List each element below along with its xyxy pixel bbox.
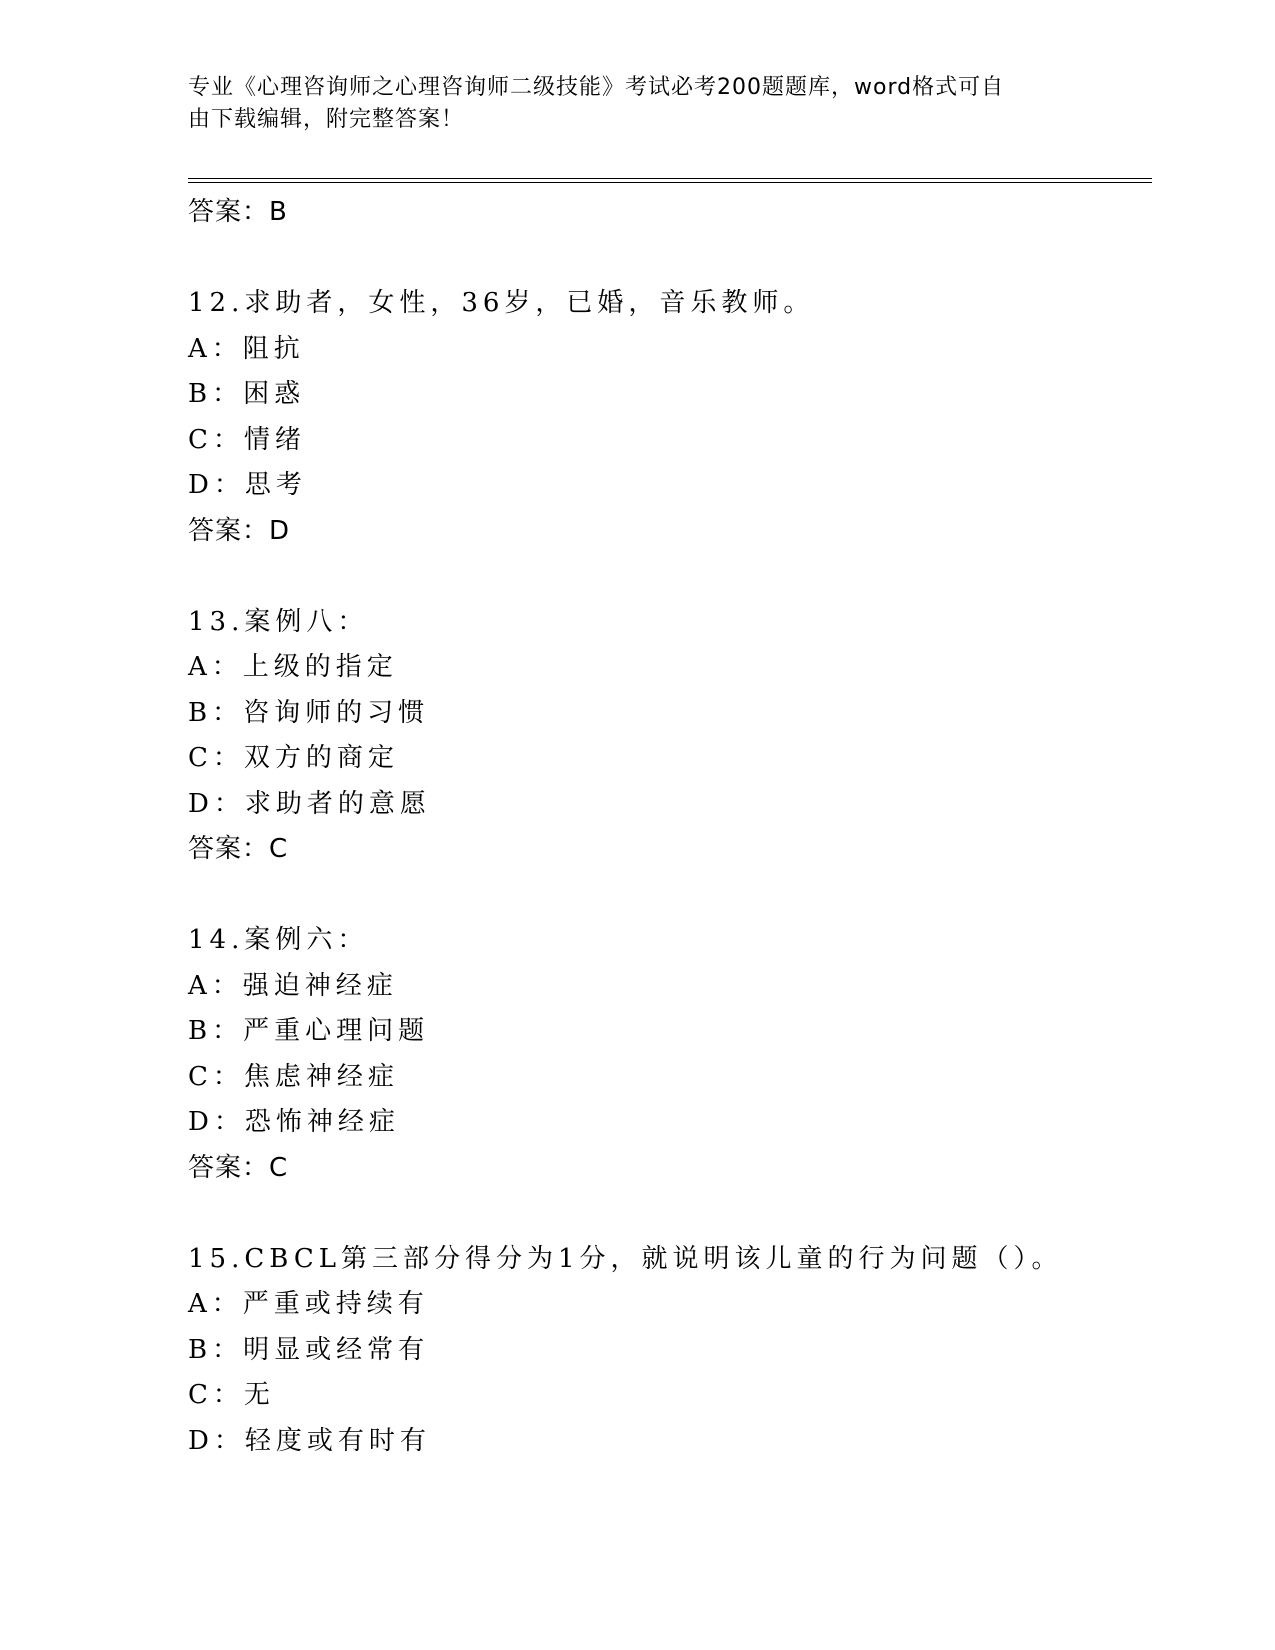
option-b: B：严重心理问题 <box>188 1016 430 1046</box>
question-block <box>188 600 1152 873</box>
header-line-1: 专业《心理咨询师之心理咨询师二级技能》考试必考200题题库，word格式可自 <box>188 75 1005 100</box>
spacer <box>188 873 1152 919</box>
answer-line: 答案：C <box>188 1152 289 1183</box>
option-b: B：明显或经常有 <box>188 1334 430 1365</box>
option-a: A：阻抗 <box>188 333 305 364</box>
question-block <box>188 1237 1152 1465</box>
question-block <box>188 918 1152 1191</box>
option-a: A：上级的指定 <box>188 652 398 682</box>
spacer <box>188 236 1152 282</box>
option-d: D：恐怖神经症 <box>188 1107 400 1137</box>
option-d: D：轻度或有时有 <box>188 1425 431 1456</box>
option-c: C：情绪 <box>188 424 306 455</box>
option-c: C：无 <box>188 1380 275 1410</box>
spacer <box>188 1191 1152 1237</box>
answer-line: 答案：B <box>188 197 288 227</box>
question-block <box>188 281 1152 554</box>
option-b: B：困惑 <box>188 379 306 409</box>
question-list <box>188 190 1152 1464</box>
question-stem: 14.案例六： <box>188 925 369 955</box>
option-c: C：双方的商定 <box>188 743 399 773</box>
option-b: B：咨询师的习惯 <box>188 697 430 728</box>
document-header <box>188 72 1088 136</box>
spacer <box>188 554 1152 600</box>
header-divider-bottom <box>188 182 1152 183</box>
option-a: A：严重或持续有 <box>188 1289 429 1319</box>
question-stem: 13.案例八： <box>188 606 369 637</box>
question-stem: 15.CBCL第三部分得分为1分，就说明该儿童的行为问题（）。 <box>188 1243 1063 1274</box>
header-divider-top <box>188 178 1152 179</box>
option-d: D：求助者的意愿 <box>188 788 431 819</box>
option-c: C：焦虑神经症 <box>188 1061 399 1092</box>
answer-line: 答案：D <box>188 515 291 546</box>
header-line-2: 由下载编辑，附完整答案！ <box>188 107 465 132</box>
answer-line: 答案：C <box>188 834 289 864</box>
option-a: A：强迫神经症 <box>188 970 398 1001</box>
option-d: D：思考 <box>188 470 307 500</box>
question-stem: 12.求助者，女性，36岁，已婚，音乐教师。 <box>188 288 815 318</box>
